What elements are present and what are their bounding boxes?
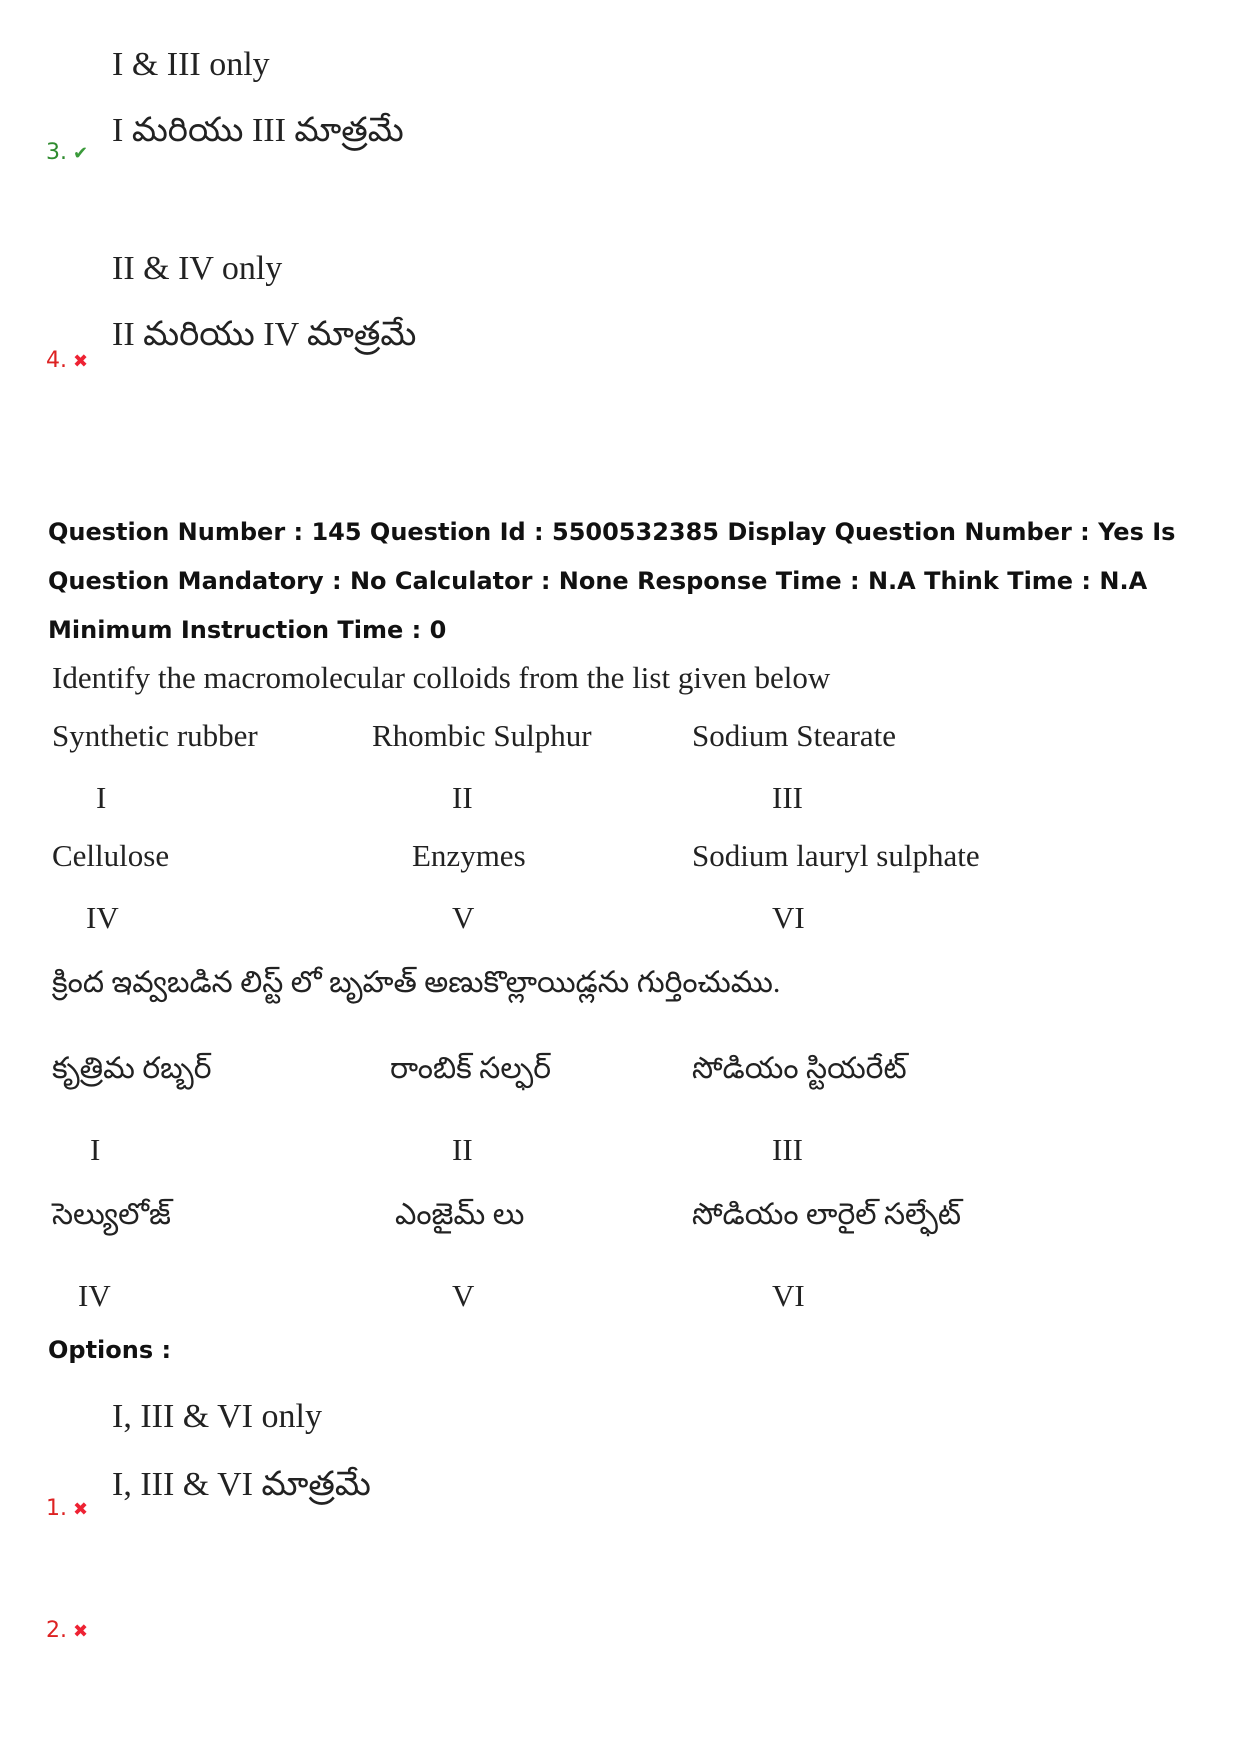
te-item-1: కృత్రిమ రబ్బర్: [52, 1052, 212, 1085]
option-3-english: I & III only: [112, 46, 270, 83]
option-1-english: I, III & VI only: [112, 1398, 322, 1435]
check-icon: ✔: [73, 143, 89, 164]
te-num-3: III: [772, 1132, 803, 1167]
te-item-4: సెల్యులోజ్: [52, 1198, 171, 1231]
question-meta: Question Number : 145 Question Id : 5500532385 Display Question Number : Yes Is Question Mandatory : No Calculator : None Response Time : N.A Think Time : N.A Minimum Instruction Time : 0: [48, 518, 1176, 644]
en-num-4: IV: [86, 900, 119, 935]
en-item-2: Rhombic Sulphur: [372, 718, 592, 753]
options-label: Options :: [48, 1336, 172, 1364]
cross-icon: ✖: [73, 1621, 89, 1642]
en-item-6: Sodium lauryl sulphate: [692, 838, 980, 873]
option-3-telugu: I మరియు III మాత్రమే: [112, 112, 404, 149]
te-item-2: రాంబిక్ సల్ఫర్: [390, 1052, 551, 1085]
en-item-1: Synthetic rubber: [52, 718, 258, 753]
te-num-4: IV: [78, 1278, 111, 1313]
option-2-number: 2.: [46, 1618, 67, 1643]
option-4-english: II & IV only: [112, 250, 283, 287]
option-1-marker: [46, 1496, 88, 1521]
en-num-2: II: [452, 780, 473, 815]
te-num-1: I: [90, 1132, 101, 1167]
cross-icon: ✖: [73, 351, 89, 372]
en-num-6: VI: [772, 900, 805, 935]
te-item-3: సోడియం స్టియరేట్: [692, 1052, 907, 1085]
en-num-5: V: [452, 900, 475, 935]
question-text-english: Identify the macromolecular colloids from the list given below: [52, 660, 831, 695]
te-item-5: ఎంజైమ్ లు: [395, 1198, 525, 1231]
te-num-5: V: [452, 1278, 475, 1313]
te-num-2: II: [452, 1132, 473, 1167]
option-2-marker: [46, 1618, 88, 1643]
te-num-6: VI: [772, 1278, 805, 1313]
en-item-4: Cellulose: [52, 838, 170, 873]
option-4-number: 4.: [46, 348, 67, 373]
option-3-number: 3.: [46, 140, 67, 165]
option-1-number: 1.: [46, 1496, 67, 1521]
en-num-1: I: [96, 780, 107, 815]
en-num-3: III: [772, 780, 803, 815]
te-item-6: సోడియం లారైల్ సల్ఫేట్: [692, 1198, 962, 1231]
cross-icon: ✖: [73, 1499, 89, 1520]
question-text-telugu: క్రింద ఇవ్వబడిన లిస్ట్ లో బృహత్ అణుకొల్లాయిడ్లను గుర్తించుము.: [52, 966, 781, 999]
option-1-telugu: I, III & VI మాత్రమే: [112, 1466, 371, 1503]
en-item-5: Enzymes: [412, 838, 526, 873]
option-4-telugu: II మరియు IV మాత్రమే: [112, 316, 417, 353]
option-4-marker: [46, 348, 88, 373]
option-3-marker: [46, 140, 88, 165]
en-item-3: Sodium Stearate: [692, 718, 897, 753]
